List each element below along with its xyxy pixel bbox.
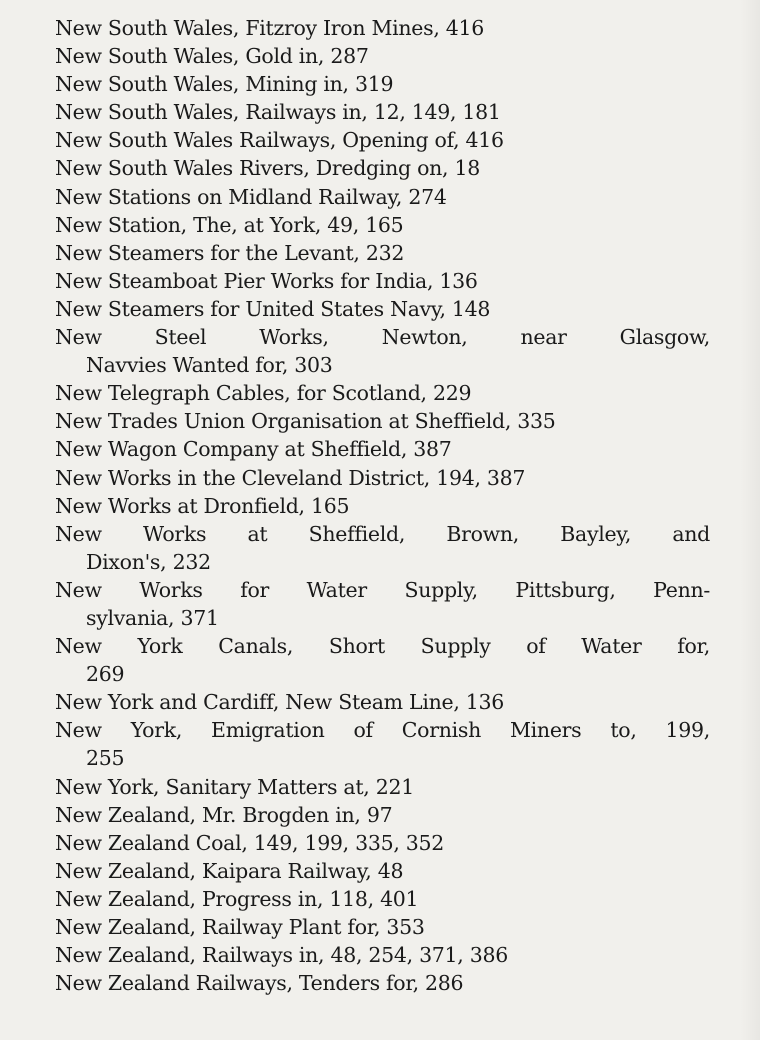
index-entry-line: New York and Cardiff, New Steam Line, 136 [55, 690, 504, 715]
index-entry [55, 688, 710, 716]
index-entry [55, 183, 710, 211]
index-entry [55, 632, 710, 688]
index-entry-continuation: sylvania, 371 [86, 605, 219, 630]
index-entry-line: New Zealand, Progress in, 118, 401 [55, 886, 419, 911]
index-entry [55, 576, 710, 632]
index-entry-line: New Steamers for United States Navy, 148 [55, 296, 491, 321]
index-entry-line: New Telegraph Cables, for Scotland, 229 [55, 381, 472, 406]
index-entry-continuation: Dixon's, 232 [86, 549, 211, 574]
page-edge-shadow [740, 0, 760, 1040]
index-entry [55, 323, 710, 379]
index-entry-line: New South Wales, Railways in, 12, 149, 181 [55, 100, 501, 125]
index-entry-line: New Stations on Midland Railway, 274 [55, 184, 447, 209]
index-entry-line: New Station, The, at York, 49, 165 [55, 212, 404, 237]
index-entry-continuation: 269 [86, 662, 125, 687]
index-entry-line: New Works at Sheffield, Brown, Bayley, and [55, 521, 710, 546]
index-entry-line: New Works in the Cleveland District, 194, 387 [55, 465, 526, 490]
index-entry [55, 295, 710, 323]
index-entry [55, 14, 710, 42]
index-entry-line: New Steamers for the Levant, 232 [55, 240, 405, 265]
index-entry-line: New Works at Dronfield, 165 [55, 493, 350, 518]
index-entry [55, 464, 710, 492]
index-entry [55, 913, 710, 941]
index-entry-line: New Trades Union Organisation at Sheffield, 335 [55, 409, 556, 434]
index-entry [55, 492, 710, 520]
index-entry-line: New South Wales Rivers, Dredging on, 18 [55, 156, 480, 181]
index-entry-line: New York, Sanitary Matters at, 221 [55, 774, 414, 799]
index-entry [55, 239, 710, 267]
index-entry-line: New South Wales, Mining in, 319 [55, 72, 394, 97]
index-entry-line: New Wagon Company at Sheffield, 387 [55, 437, 452, 462]
index-entry-line: New South Wales Railways, Opening of, 416 [55, 128, 504, 153]
index-entry-line: New Steamboat Pier Works for India, 136 [55, 268, 478, 293]
index-entry-line: New Zealand Railways, Tenders for, 286 [55, 971, 464, 996]
index-entry [55, 941, 710, 969]
index-entry [55, 154, 710, 182]
index-entry-line: New Zealand, Railways in, 48, 254, 371, 386 [55, 943, 508, 968]
index-entry [55, 70, 710, 98]
index-entry [55, 773, 710, 801]
index-entry-continuation: Navvies Wanted for, 303 [86, 353, 333, 378]
index-entry-line: New South Wales, Gold in, 287 [55, 44, 369, 69]
index-entry [55, 857, 710, 885]
index-entry-line: New Zealand, Mr. Brogden in, 97 [55, 802, 393, 827]
index-entry-line: New York Canals, Short Supply of Water for, [55, 634, 710, 659]
index-entry [55, 829, 710, 857]
index-entry [55, 435, 710, 463]
index-entry [55, 407, 710, 435]
index-entry-line: New Zealand, Kaipara Railway, 48 [55, 858, 404, 883]
index-entry [55, 801, 710, 829]
index-entry-line: New Works for Water Supply, Pittsburg, Penn- [55, 577, 710, 602]
index-entry [55, 885, 710, 913]
index-entry [55, 969, 710, 997]
index-page [55, 14, 710, 997]
index-entry-line: New Zealand, Railway Plant for, 353 [55, 915, 425, 939]
index-entry-continuation: 255 [86, 746, 125, 771]
index-entry [55, 267, 710, 295]
index-entry [55, 42, 710, 70]
index-entry [55, 379, 710, 407]
index-entry [55, 98, 710, 126]
index-entry-line: New Zealand Coal, 149, 199, 335, 352 [55, 830, 445, 855]
index-entry [55, 716, 710, 772]
index-entry [55, 126, 710, 154]
index-entry-line: New South Wales, Fitzroy Iron Mines, 416 [55, 16, 485, 40]
index-entry [55, 211, 710, 239]
index-entry-line: New Steel Works, Newton, near Glasgow, [55, 325, 710, 350]
index-entry-line: New York, Emigration of Cornish Miners to, 199, [55, 718, 710, 743]
index-entry [55, 520, 710, 576]
